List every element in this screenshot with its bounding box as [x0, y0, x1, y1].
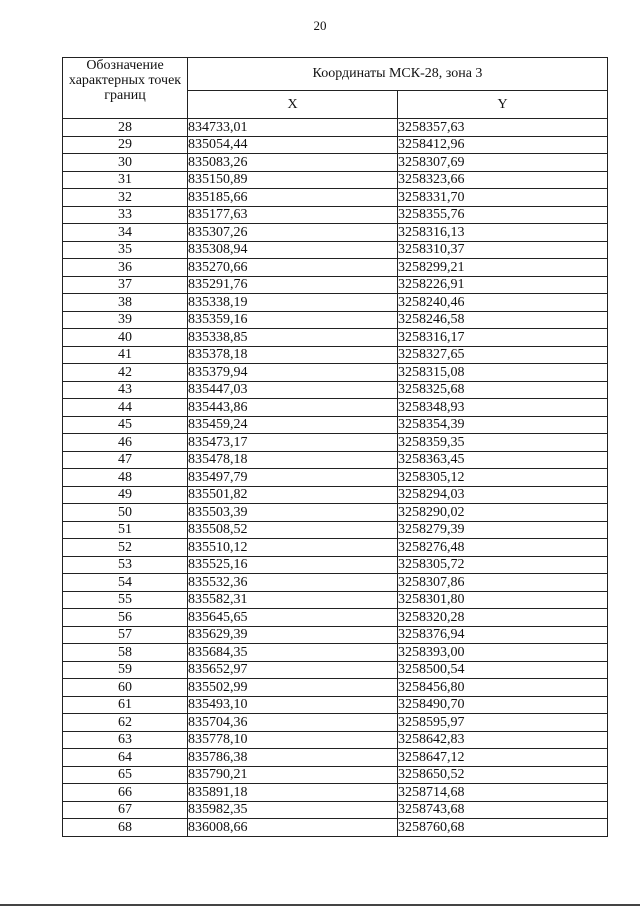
page-number: 20	[313, 18, 327, 33]
y-coordinate-cell: 3258456,80	[398, 679, 608, 697]
x-coordinate-cell: 835083,26	[188, 154, 398, 172]
y-coordinate-cell: 3258412,96	[398, 136, 608, 154]
x-coordinate-cell: 835270,66	[188, 259, 398, 277]
x-coordinate-cell: 835177,63	[188, 206, 398, 224]
y-coordinate-cell: 3258320,28	[398, 609, 608, 627]
table-row	[63, 119, 608, 137]
table-row	[63, 574, 608, 592]
y-coordinate-cell: 3258299,21	[398, 259, 608, 277]
x-coordinate-cell: 835502,99	[188, 679, 398, 697]
point-number-cell: 44	[63, 399, 188, 417]
x-coordinate-cell: 835378,18	[188, 346, 398, 364]
point-number-cell: 52	[63, 539, 188, 557]
point-number-cell: 43	[63, 381, 188, 399]
table-row	[63, 626, 608, 644]
table-row	[63, 644, 608, 662]
coordinates-table	[62, 57, 608, 837]
x-coordinate-cell: 835790,21	[188, 766, 398, 784]
y-coordinate-cell: 3258714,68	[398, 784, 608, 802]
y-coordinate-cell: 3258355,76	[398, 206, 608, 224]
y-coordinate-cell: 3258760,68	[398, 819, 608, 837]
table-row	[63, 311, 608, 329]
x-coordinate-cell: 835629,39	[188, 626, 398, 644]
table-row	[63, 504, 608, 522]
point-number-cell: 60	[63, 679, 188, 697]
table-row	[63, 346, 608, 364]
table-row	[63, 661, 608, 679]
x-coordinate-cell: 835652,97	[188, 661, 398, 679]
x-coordinate-cell: 835778,10	[188, 731, 398, 749]
x-coordinate-cell: 835501,82	[188, 486, 398, 504]
y-coordinate-cell: 3258642,83	[398, 731, 608, 749]
x-coordinate-cell: 835473,17	[188, 434, 398, 452]
point-number-cell: 39	[63, 311, 188, 329]
table-row	[63, 451, 608, 469]
point-number-cell: 55	[63, 591, 188, 609]
y-coordinate-cell: 3258348,93	[398, 399, 608, 417]
table-row	[63, 539, 608, 557]
point-number-cell: 62	[63, 714, 188, 732]
table-row	[63, 714, 608, 732]
table-row	[63, 276, 608, 294]
point-number-cell: 37	[63, 276, 188, 294]
y-coordinate-cell: 3258310,37	[398, 241, 608, 259]
point-number-cell: 53	[63, 556, 188, 574]
point-number-cell: 42	[63, 364, 188, 382]
x-coordinate-cell: 835493,10	[188, 696, 398, 714]
point-number-cell: 51	[63, 521, 188, 539]
point-number-cell: 33	[63, 206, 188, 224]
point-number-cell: 47	[63, 451, 188, 469]
table-row	[63, 329, 608, 347]
y-coordinate-cell: 3258240,46	[398, 294, 608, 312]
x-coordinate-cell: 835447,03	[188, 381, 398, 399]
x-coordinate-cell: 835379,94	[188, 364, 398, 382]
y-coordinate-cell: 3258354,39	[398, 416, 608, 434]
table-body	[63, 119, 608, 837]
x-coordinate-cell: 835359,16	[188, 311, 398, 329]
table-row	[63, 556, 608, 574]
point-number-cell: 48	[63, 469, 188, 487]
x-column-header: X	[188, 90, 398, 118]
x-coordinate-cell: 835503,39	[188, 504, 398, 522]
table-row	[63, 609, 608, 627]
table-row	[63, 154, 608, 172]
table-row	[63, 784, 608, 802]
x-coordinate-cell: 835982,35	[188, 801, 398, 819]
table-row	[63, 486, 608, 504]
y-coordinate-cell: 3258490,70	[398, 696, 608, 714]
table-row	[63, 434, 608, 452]
point-number-cell: 29	[63, 136, 188, 154]
x-coordinate-cell: 835532,36	[188, 574, 398, 592]
table-row	[63, 819, 608, 837]
y-coordinate-cell: 3258307,69	[398, 154, 608, 172]
point-number-cell: 32	[63, 189, 188, 207]
y-coordinate-cell: 3258363,45	[398, 451, 608, 469]
point-number-cell: 40	[63, 329, 188, 347]
table-row	[63, 766, 608, 784]
point-designation-header: Обозначение характерных точек границ	[63, 58, 188, 119]
point-number-cell: 56	[63, 609, 188, 627]
y-coordinate-cell: 3258327,65	[398, 346, 608, 364]
y-coordinate-cell: 3258290,02	[398, 504, 608, 522]
point-number-cell: 61	[63, 696, 188, 714]
table-row	[63, 171, 608, 189]
x-coordinate-cell: 835459,24	[188, 416, 398, 434]
table-row	[63, 696, 608, 714]
table-row	[63, 591, 608, 609]
y-coordinate-cell: 3258315,08	[398, 364, 608, 382]
table-row	[63, 521, 608, 539]
y-coordinate-cell: 3258307,86	[398, 574, 608, 592]
table-row	[63, 294, 608, 312]
point-number-cell: 38	[63, 294, 188, 312]
x-coordinate-cell: 835338,85	[188, 329, 398, 347]
table-row	[63, 399, 608, 417]
point-number-cell: 46	[63, 434, 188, 452]
table-row	[63, 241, 608, 259]
y-coordinate-cell: 3258226,91	[398, 276, 608, 294]
x-coordinate-cell: 835054,44	[188, 136, 398, 154]
y-coordinate-cell: 3258325,68	[398, 381, 608, 399]
point-number-cell: 66	[63, 784, 188, 802]
point-number-cell: 57	[63, 626, 188, 644]
x-coordinate-cell: 835645,65	[188, 609, 398, 627]
y-column-header: Y	[398, 90, 608, 118]
y-coordinate-cell: 3258316,17	[398, 329, 608, 347]
table-row	[63, 679, 608, 697]
x-coordinate-cell: 835150,89	[188, 171, 398, 189]
x-coordinate-cell: 835891,18	[188, 784, 398, 802]
x-coordinate-cell: 835525,16	[188, 556, 398, 574]
y-coordinate-cell: 3258376,94	[398, 626, 608, 644]
x-coordinate-cell: 836008,66	[188, 819, 398, 837]
point-number-cell: 31	[63, 171, 188, 189]
y-coordinate-cell: 3258294,03	[398, 486, 608, 504]
point-number-cell: 64	[63, 749, 188, 767]
x-coordinate-cell: 835508,52	[188, 521, 398, 539]
y-coordinate-cell: 3258305,72	[398, 556, 608, 574]
y-coordinate-cell: 3258650,52	[398, 766, 608, 784]
table-row	[63, 259, 608, 277]
y-coordinate-cell: 3258276,48	[398, 539, 608, 557]
table-row	[63, 416, 608, 434]
table-row	[63, 469, 608, 487]
coordinates-system-header: Координаты МСК-28, зона 3	[188, 58, 608, 91]
point-number-cell: 50	[63, 504, 188, 522]
point-number-cell: 65	[63, 766, 188, 784]
point-number-cell: 28	[63, 119, 188, 137]
x-coordinate-cell: 835185,66	[188, 189, 398, 207]
point-number-cell: 63	[63, 731, 188, 749]
table-row	[63, 749, 608, 767]
x-coordinate-cell: 835510,12	[188, 539, 398, 557]
y-coordinate-cell: 3258500,54	[398, 661, 608, 679]
point-number-cell: 67	[63, 801, 188, 819]
x-coordinate-cell: 835338,19	[188, 294, 398, 312]
y-coordinate-cell: 3258301,80	[398, 591, 608, 609]
y-coordinate-cell: 3258305,12	[398, 469, 608, 487]
table-row	[63, 224, 608, 242]
point-number-cell: 49	[63, 486, 188, 504]
point-number-cell: 68	[63, 819, 188, 837]
point-number-cell: 41	[63, 346, 188, 364]
x-coordinate-cell: 835582,31	[188, 591, 398, 609]
y-coordinate-cell: 3258279,39	[398, 521, 608, 539]
page-bottom-edge	[0, 904, 640, 906]
table-row	[63, 189, 608, 207]
y-coordinate-cell: 3258331,70	[398, 189, 608, 207]
x-coordinate-cell: 835786,38	[188, 749, 398, 767]
x-coordinate-cell: 835684,35	[188, 644, 398, 662]
x-coordinate-cell: 835704,36	[188, 714, 398, 732]
table-row	[63, 731, 608, 749]
y-coordinate-cell: 3258647,12	[398, 749, 608, 767]
y-coordinate-cell: 3258595,97	[398, 714, 608, 732]
x-coordinate-cell: 835478,18	[188, 451, 398, 469]
point-number-cell: 59	[63, 661, 188, 679]
table-header	[63, 58, 608, 119]
table-row	[63, 381, 608, 399]
point-number-cell: 54	[63, 574, 188, 592]
y-coordinate-cell: 3258357,63	[398, 119, 608, 137]
y-coordinate-cell: 3258316,13	[398, 224, 608, 242]
x-coordinate-cell: 835307,26	[188, 224, 398, 242]
x-coordinate-cell: 835308,94	[188, 241, 398, 259]
y-coordinate-cell: 3258743,68	[398, 801, 608, 819]
table-row	[63, 801, 608, 819]
point-number-cell: 35	[63, 241, 188, 259]
y-coordinate-cell: 3258393,00	[398, 644, 608, 662]
table-row	[63, 136, 608, 154]
point-number-cell: 30	[63, 154, 188, 172]
x-coordinate-cell: 835443,86	[188, 399, 398, 417]
y-coordinate-cell: 3258323,66	[398, 171, 608, 189]
table-row	[63, 364, 608, 382]
x-coordinate-cell: 834733,01	[188, 119, 398, 137]
point-number-cell: 36	[63, 259, 188, 277]
point-number-cell: 58	[63, 644, 188, 662]
point-number-cell: 34	[63, 224, 188, 242]
point-number-cell: 45	[63, 416, 188, 434]
y-coordinate-cell: 3258246,58	[398, 311, 608, 329]
x-coordinate-cell: 835497,79	[188, 469, 398, 487]
table-row	[63, 206, 608, 224]
y-coordinate-cell: 3258359,35	[398, 434, 608, 452]
x-coordinate-cell: 835291,76	[188, 276, 398, 294]
